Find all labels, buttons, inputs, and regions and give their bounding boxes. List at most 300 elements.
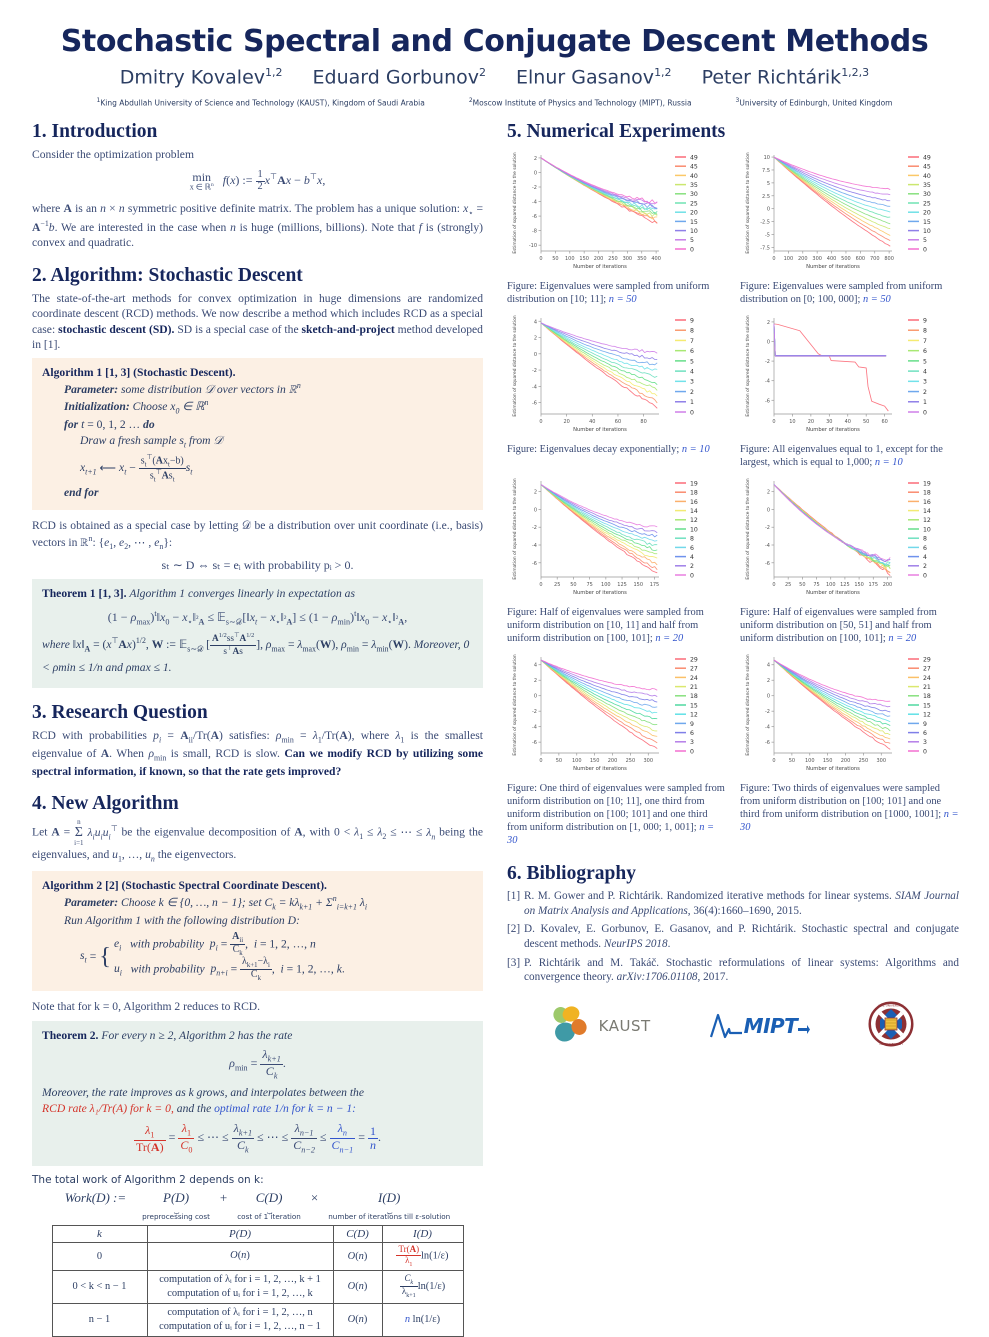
kaust-label: KAUST: [598, 1017, 651, 1036]
algorithm-sd-body: The state-of-the-art methods for convex optimization in huge dimensions are randomized coordinate descent (RCD) methods. We now describe a method which includes RCD as a special case: stochastic descent (SD). SD is a special case of the sketch-and-project method developed in [1].: [32, 291, 483, 352]
theorem-2-equation: $\rho_{min}$ = $\frac{\lambda_{k+1}}{C_k}$ .: [229, 1046, 286, 1081]
legend-label: 14: [923, 508, 931, 516]
x-tick-label: 250: [608, 256, 618, 263]
x-axis-label: Number of iterations: [573, 427, 627, 434]
figure-row-2: [507, 312, 959, 469]
table-cell-c: O(n): [333, 1270, 382, 1303]
y-tick-label: -6: [765, 740, 770, 747]
x-tick-label: 50: [863, 419, 870, 426]
intro-lead: Consider the optimization problem: [32, 148, 194, 162]
y-tick-label: -6: [532, 214, 537, 221]
x-tick-label: 40: [844, 419, 851, 426]
research-question-body: RCD with probabilities $p_i = A_{ii}/Tr(A)$ satisfies: $\rho_{min} = \lambda_1/Tr(A)$, where $\lambda_1$ is the smallest eigenvalue of A. When $\rho_{min}$ is small, RCD is slow. Can we modify RCD by utilizing some spectral information, if known, so that the rate gets improved?: [32, 728, 484, 778]
table-cell-c: O(n): [333, 1243, 382, 1271]
legend-label: 8: [923, 327, 927, 335]
theorem-1-title: Theorem 1 [1, 3].: [42, 587, 127, 601]
series-line: [774, 485, 890, 566]
legend-label: 6: [923, 545, 927, 553]
series-line: [774, 324, 886, 356]
mipt-wave-icon: [709, 1011, 743, 1041]
legend-label: 0: [923, 409, 927, 417]
bibliography-item: [507, 922, 959, 951]
table-cell-p-line2: computation of uᵢ for i = 1, 2, …, n − 1: [159, 1320, 321, 1332]
legend-label: 5: [690, 358, 694, 366]
y-tick-label: -4: [765, 725, 770, 732]
x-tick-label: 0: [539, 582, 543, 589]
legend-label: 4: [690, 554, 694, 562]
legend-label: 3: [690, 379, 694, 387]
legend-label: 15: [690, 702, 698, 710]
algorithm-1-draw: Draw a fresh sample $s_t$ from 𝒟: [80, 434, 223, 450]
y-tick-label: 2.5: [762, 194, 770, 201]
legend-label: 10: [923, 228, 931, 236]
algorithm-2-param-label: Parameter:: [64, 895, 119, 909]
series-line: [774, 485, 890, 565]
section-heading-new-algorithm: 4. New Algorithm: [32, 792, 179, 814]
x-tick-label: 0: [772, 582, 776, 589]
x-tick-label: 20: [563, 419, 570, 426]
chart-svg: [507, 651, 726, 779]
figure-caption-8: [740, 782, 959, 834]
y-tick-label: -4: [765, 543, 770, 550]
series-line: [541, 323, 657, 360]
legend-label: 49: [690, 154, 698, 162]
edinburgh-crest-icon: [868, 1001, 914, 1047]
series-line: [541, 485, 657, 542]
table-col-i: I(D): [382, 1226, 463, 1243]
figure-caption-4: [740, 443, 959, 469]
x-tick-label: 175: [649, 582, 660, 589]
legend-label: 0: [923, 572, 927, 580]
x-axis-label: Number of iterations: [573, 264, 627, 271]
new-algorithm-intro: Let A = n Σ i=1 $\lambda_iu_iu_i^⊤$ be the eigenvalue decomposition of A, with $0 < \lambda_1 \le \lambda_2$ ≤ ⋯ ≤ $\lambda_n$ being the eigenvalues, and $u_1$, …, $u_n$ the eigenvectors.: [32, 817, 484, 864]
y-tick-label: -10: [528, 243, 537, 250]
legend-label: 0: [923, 748, 927, 756]
work-lead: [32, 1174, 483, 1186]
series-line: [774, 660, 890, 701]
x-tick-label: 50: [799, 582, 806, 589]
figure-cell-8: [740, 651, 959, 847]
y-tick-label: -2: [532, 709, 537, 716]
table-cell-p: O(n): [147, 1243, 333, 1271]
y-tick-label: 10: [763, 155, 770, 162]
table-cell-p: [147, 1270, 333, 1303]
series-line: [774, 324, 886, 356]
table-row: [52, 1243, 463, 1271]
section-heading-bibliography: 6. Bibliography: [507, 863, 636, 885]
bib-number: [1]: [507, 890, 521, 903]
x-tick-label: 700: [869, 256, 880, 263]
edinburgh-bottom-text: OF EDINBURGH: [879, 1041, 903, 1046]
work-c-caption: cost of 1 iteration: [237, 1212, 301, 1222]
legend-label: 20: [690, 209, 698, 217]
figure-cell-5: [507, 475, 726, 645]
theorem-1-equation: $(1 - \rho_{max})^t‖x_0$ − $x_⋆‖^2_A$ ≤ $𝔼_{s\sim 𝒟}[‖x_t$ − $x_⋆‖^2_A] \le (1$ − $\rho_{min})^t‖x_0$ − $x_⋆‖^2_A$,: [107, 608, 408, 626]
x-tick-label: 300: [643, 758, 654, 765]
algorithm-2-run-label: Run Algorithm 1 with the following distribution D:: [64, 913, 300, 927]
bibliography-item: [507, 956, 959, 985]
x-tick-label: 200: [593, 256, 604, 263]
x-tick-label: 400: [651, 256, 661, 263]
chart-svg: [507, 149, 726, 277]
y-tick-label: 0: [766, 507, 770, 514]
series-line: [541, 660, 657, 719]
x-tick-label: 50: [552, 256, 559, 263]
series-line: [774, 324, 886, 356]
figure-caption-3-text: Figure: Eigenvalues decay exponentially;: [507, 444, 682, 456]
poster-columns: [0, 107, 989, 1337]
table-cell-i: $\frac{Tr(A)}{\lambda_1}$ ln(1/ε): [382, 1243, 463, 1271]
y-tick-label: -4: [765, 379, 770, 386]
algorithm-1-initialization: Initialization: Choose $x_0$ ∈ ℝ$^n$: [64, 398, 209, 416]
chart-svg: [740, 475, 959, 603]
x-tick-label: 0: [772, 419, 776, 426]
chart-fig1: [507, 149, 726, 277]
research-question-highlight: Can we modify RCD by utilizing some spectral information, if known, so that the rate gets improved?: [32, 746, 484, 778]
mipt-label: MIPT: [743, 1014, 798, 1039]
figure-cell-3: [507, 312, 726, 469]
y-tick-label: 2: [766, 320, 770, 327]
series-line: [774, 324, 888, 411]
x-tick-label: 25: [554, 582, 561, 589]
legend-label: 30: [923, 191, 931, 199]
series-line: [541, 158, 657, 215]
table-cell-i: $\frac{C_k}{\lambda_{k+1}}$ ln(1/ε): [382, 1270, 463, 1303]
legend-label: 29: [923, 656, 931, 664]
figure-caption-8-text: Figure: Two thirds of eigenvalues were sampled from uniform distribution on [100; 101] and one third from uniform distribution on [1000, 1001];: [740, 783, 944, 821]
chart-svg: [740, 149, 959, 277]
x-tick-label: 100: [825, 582, 836, 589]
figure-caption-7-n: n = 30: [507, 822, 715, 847]
legend-label: 6: [923, 730, 927, 738]
author-name: Dmitry Kovalev$^{1,2}$: [119, 65, 283, 88]
bib-number: [2]: [507, 923, 521, 936]
work-p-term: P(D): [163, 1189, 190, 1205]
chart-fig4: [740, 312, 959, 440]
y-axis-label: Estimation of squared distance to the solution: [746, 654, 751, 756]
bib-text: P. Richtárik and M. Takáč. Stochastic reformulations of linear systems: Algorithms and convergence theory. arXiv:1706.01108, 2017.: [524, 956, 959, 984]
legend-label: 45: [690, 163, 698, 171]
legend-label: 27: [923, 665, 931, 673]
y-axis-label: Estimation of squared distance to the solution: [746, 315, 751, 417]
table-row: [52, 1270, 463, 1303]
series-line: [541, 158, 657, 203]
chart-fig8: [740, 651, 959, 779]
y-tick-label: -4: [532, 543, 537, 550]
series-line: [774, 324, 886, 356]
series-line: [541, 660, 657, 702]
legend-label: 21: [923, 684, 931, 692]
y-tick-label: 0: [533, 352, 537, 359]
series-line: [541, 158, 657, 209]
y-tick-label: 4: [533, 663, 537, 670]
x-tick-label: 200: [607, 758, 618, 765]
series-line: [774, 324, 886, 356]
y-tick-label: 2: [766, 489, 770, 496]
algorithm-1-init-label: Initialization:: [64, 400, 130, 414]
affiliation: $^3$University of Edinburgh, United Kingdom: [735, 96, 893, 108]
x-tick-label: 100: [804, 758, 815, 765]
y-tick-label: -2: [532, 185, 537, 192]
table-col-p: P(D): [147, 1226, 333, 1243]
legend-label: 35: [690, 182, 698, 190]
series-line: [774, 485, 890, 562]
x-axis-label: Number of iterations: [806, 427, 860, 434]
y-tick-label: -5: [765, 232, 770, 239]
author-name: Eduard Gorbunov$^2$: [312, 65, 487, 88]
legend-label: 3: [923, 379, 927, 387]
y-tick-label: -2: [765, 359, 770, 366]
y-tick-label: -6: [532, 561, 537, 568]
legend-label: 27: [690, 665, 698, 673]
legend-label: 19: [690, 480, 698, 488]
x-tick-label: 30: [826, 419, 833, 426]
y-tick-label: 2: [533, 678, 537, 685]
y-axis-label: Estimation of squared distance to the solution: [513, 654, 518, 756]
y-tick-label: -4: [532, 384, 537, 391]
kaust-mark-icon: [552, 1006, 594, 1046]
x-tick-label: 50: [570, 582, 577, 589]
x-tick-label: 100: [565, 256, 575, 263]
page-title: Stochastic Spectral and Conjugate Descent Methods: [60, 24, 929, 59]
y-tick-label: -6: [765, 398, 770, 405]
legend-label: 9: [690, 317, 694, 325]
series-line: [774, 157, 890, 195]
chart-svg: [740, 651, 959, 779]
legend-label: 9: [923, 317, 927, 325]
theorem-2-statement: For every n ≥ 2, Algorithm 2 has the rate: [101, 1028, 293, 1042]
chart-fig5: [507, 475, 726, 603]
x-tick-label: 200: [840, 758, 851, 765]
theorem-1-header: [42, 586, 473, 602]
figure-caption-1-n: n = 50: [608, 294, 637, 306]
figure-caption-8-n: n = 30: [740, 809, 959, 834]
bibliography-item: [507, 889, 959, 918]
figure-caption-1: [507, 280, 726, 306]
affiliation: $^1$King Abdullah University of Science and Technology (KAUST), Kingdom of Saudi Arabia: [96, 96, 425, 108]
legend-label: 0: [690, 748, 694, 756]
chart-fig3: [507, 312, 726, 440]
x-axis-label: Number of iterations: [806, 766, 860, 773]
legend-label: 15: [923, 702, 931, 710]
figure-caption-4-text: Figure: All eigenvalues equal to 1, except for the largest, which is equal to 1,000;: [740, 444, 943, 469]
y-axis-label: Estimation of squared distance to the solution: [513, 152, 518, 254]
y-tick-label: -2.5: [760, 219, 770, 226]
y-tick-label: 2: [533, 335, 537, 342]
legend-label: 18: [690, 693, 698, 701]
figure-caption-7-text: Figure: One third of eigenvalues were sampled from uniform distribution on [10; 11], one third from uniform distribution on [100; 101] and one third from uniform distribution on [1, 000; 1, 001];: [507, 783, 725, 834]
figure-caption-5-text: Figure: Half of eigenvalues were sampled from uniform distribution on [10, 11] and half from uniform distribution on [100, 101];: [507, 607, 704, 645]
bibliography-list: [507, 889, 959, 984]
intro-body: where A is an n × n symmetric positive definite matrix. The problem has a unique solution: $x_⋆ = A^{-1}b$. We are interested in the case when n is huge (millions, billions). Note that f is (strongly) convex and quadratic.: [32, 202, 484, 250]
poster-header: [0, 0, 989, 107]
series-line: [541, 158, 657, 210]
legend-label: 6: [690, 730, 694, 738]
bib-text: D. Kovalev, E. Gorbunov, E. Gasanov, and P. Richtárik. Stochastic spectral and conjugate descent methods. NeurIPS 2018.: [524, 923, 959, 951]
x-tick-label: 300: [812, 256, 822, 263]
y-tick-label: 0: [766, 694, 770, 701]
x-tick-label: 600: [855, 256, 866, 263]
y-axis-label: Estimation of squared distance to the solution: [746, 152, 751, 254]
figure-row-4: [507, 651, 959, 847]
legend-label: 2: [923, 563, 927, 571]
theorem-2-moreover-text: Moreover, the rate improves as k grows, and interpolates between the: [42, 1085, 364, 1099]
chart-fig6: [740, 475, 959, 603]
series-line: [774, 324, 886, 356]
figure-cell-2: [740, 149, 959, 306]
legend-label: 12: [923, 711, 931, 719]
legend-label: 18: [923, 693, 931, 701]
series-line: [541, 158, 657, 208]
section-heading-introduction: 1. Introduction: [32, 121, 158, 143]
figure-caption-5: [507, 606, 726, 645]
x-tick-label: 250: [858, 758, 869, 765]
x-tick-label: 10: [789, 419, 796, 426]
table-cell-p-line2: computation of uᵢ for i = 1, 2, …, k: [167, 1287, 313, 1299]
author-name: Elnur Gasanov$^{1,2}$: [516, 65, 672, 88]
edinburgh-top-text: THE UNIVERSITY: [878, 1003, 904, 1008]
x-tick-label: 150: [633, 582, 644, 589]
legend-label: 15: [690, 219, 698, 227]
x-axis-label: Number of iterations: [806, 264, 860, 271]
legend-label: 3: [923, 739, 927, 747]
work-times: ×: [310, 1189, 319, 1205]
legend-label: 12: [923, 517, 931, 525]
legend-label: 12: [690, 711, 698, 719]
series-line: [541, 485, 657, 546]
algorithm-2-run: [42, 913, 473, 929]
section-heading-experiments: 5. Numerical Experiments: [507, 121, 726, 143]
table-row: [52, 1303, 463, 1336]
table-cell-p-line1: computation of λᵢ for i = 1, 2, …, n: [167, 1306, 313, 1318]
section-heading-research-question: 3. Research Question: [32, 701, 208, 723]
algorithm-1-update: $x_{t+1}$ ⟵ $x_t$ − $\frac{s_t^⊤(Ax_t-b)}{s_t^⊤As_t}$ $s_t$: [80, 453, 193, 484]
legend-label: 16: [923, 499, 931, 507]
legend-label: 45: [923, 163, 931, 171]
x-tick-label: 0: [772, 758, 776, 765]
algorithm-1-endfor: [42, 483, 473, 501]
legend-label: 10: [923, 526, 931, 534]
legend-label: 0: [690, 409, 694, 417]
affiliation-list: [0, 97, 989, 108]
table-cell-k: n − 1: [52, 1303, 147, 1336]
series-line: [774, 324, 886, 356]
legend-label: 5: [690, 237, 694, 245]
series-line: [774, 157, 890, 190]
legend-label: 7: [690, 338, 694, 346]
theorem-1-box: [32, 579, 483, 688]
figure-caption-3: [507, 443, 726, 456]
y-tick-label: -2: [532, 368, 537, 375]
series-line: [541, 660, 657, 697]
table-cell-i: n ln(1/ε): [382, 1303, 463, 1336]
x-tick-label: 300: [622, 256, 633, 263]
figure-cell-1: [507, 149, 726, 306]
x-tick-label: 100: [571, 758, 582, 765]
legend-label: 16: [690, 499, 698, 507]
legend-label: 19: [923, 480, 931, 488]
series-line: [774, 485, 890, 576]
x-tick-label: 0: [539, 758, 543, 765]
y-axis-label: Estimation of squared distance to the solution: [513, 315, 518, 417]
figure-cell-4: [740, 312, 959, 469]
legend-label: 6: [690, 348, 694, 356]
x-tick-label: 150: [822, 758, 833, 765]
theorem-2-header: [42, 1028, 473, 1044]
work-c-term: C(D): [255, 1189, 283, 1205]
mipt-logo: [709, 1011, 811, 1041]
figure-caption-7: [507, 782, 726, 847]
legend-label: 9: [923, 721, 927, 729]
legend-label: 0: [690, 246, 694, 254]
work-equation: Work(D) := P(D) ⏟ preprocessing cost + C(D) ⏟ cost of 1 iteration × I(D) ⏟ number of iterations till ε-solution: [64, 1189, 451, 1222]
legend-label: 4: [690, 368, 694, 376]
legend-label: 30: [690, 191, 698, 199]
y-tick-label: -4: [532, 725, 537, 732]
legend-label: 1: [690, 399, 694, 407]
author-list: [0, 66, 989, 88]
x-tick-label: 25: [784, 582, 792, 589]
legend-label: 10: [690, 228, 698, 236]
x-tick-label: 60: [614, 419, 622, 426]
series-line: [541, 158, 657, 214]
work-label: Work(D) :=: [64, 1189, 127, 1205]
legend-label: 24: [923, 675, 931, 683]
x-tick-label: 200: [882, 582, 893, 589]
rcd-equation: sₜ ∼ D ⇔ sₜ = eᵢ with probability pᵢ > 0.: [161, 558, 354, 573]
bib-text: R. M. Gower and P. Richtárik. Randomized iterative methods for linear systems. SIAM Journal on Matrix Analysis and Applications, 36(4):1660–1690, 2015.: [524, 890, 959, 917]
legend-label: 8: [690, 327, 694, 335]
y-tick-label: 0: [766, 339, 770, 346]
work-lead-text: The total work of Algorithm 2 depends on k:: [32, 1173, 264, 1186]
x-tick-label: 0: [539, 419, 543, 426]
figure-caption-2-n: n = 50: [862, 294, 891, 306]
table-header-row: [52, 1226, 463, 1243]
figure-caption-6-n: n = 20: [888, 633, 917, 645]
work-plus: +: [219, 1189, 228, 1205]
legend-label: 18: [690, 489, 698, 497]
algorithm-2-title: Algorithm 2 [2] (Stochastic Spectral Coordinate Descent).: [42, 878, 327, 892]
algorithm-1-title: Algorithm 1 [1, 3] (Stochastic Descent).: [42, 366, 236, 380]
table-cell-p: [147, 1303, 333, 1336]
figure-caption-2: [740, 280, 959, 306]
y-tick-label: 2: [766, 678, 770, 685]
y-tick-label: 0: [533, 694, 537, 701]
legend-label: 49: [923, 154, 931, 162]
section-heading-algorithm-sd: 2. Algorithm: Stochastic Descent: [32, 264, 303, 286]
y-tick-label: 0: [533, 507, 537, 514]
bib-number: [3]: [507, 956, 521, 969]
legend-label: 7: [923, 338, 927, 346]
kaust-logo: [552, 1006, 651, 1046]
table-cell-k: 0: [52, 1243, 147, 1271]
x-tick-label: 75: [813, 582, 820, 589]
y-tick-label: 5: [766, 181, 770, 188]
legend-label: 21: [690, 684, 698, 692]
legend-label: 20: [923, 209, 931, 217]
y-tick-label: -8: [532, 228, 537, 235]
algorithm-1-endfor-label: end for: [64, 486, 99, 500]
figure-cell-6: [740, 475, 959, 645]
affiliation: $^2$Moscow Institute of Physics and Technology (MIPT), Russia: [468, 96, 692, 108]
algorithm-1-for: for t = 0, 1, 2 … do: [64, 418, 155, 432]
legend-label: 29: [690, 656, 698, 664]
theorem-2-rcd-rate: RCD rate λ₁/Tr(A) for k = 0,: [42, 1101, 174, 1115]
y-tick-label: 0: [533, 170, 537, 177]
work-table: [52, 1225, 464, 1337]
y-axis-label: Estimation of squared distance to the solution: [513, 478, 518, 580]
series-line: [541, 323, 657, 365]
